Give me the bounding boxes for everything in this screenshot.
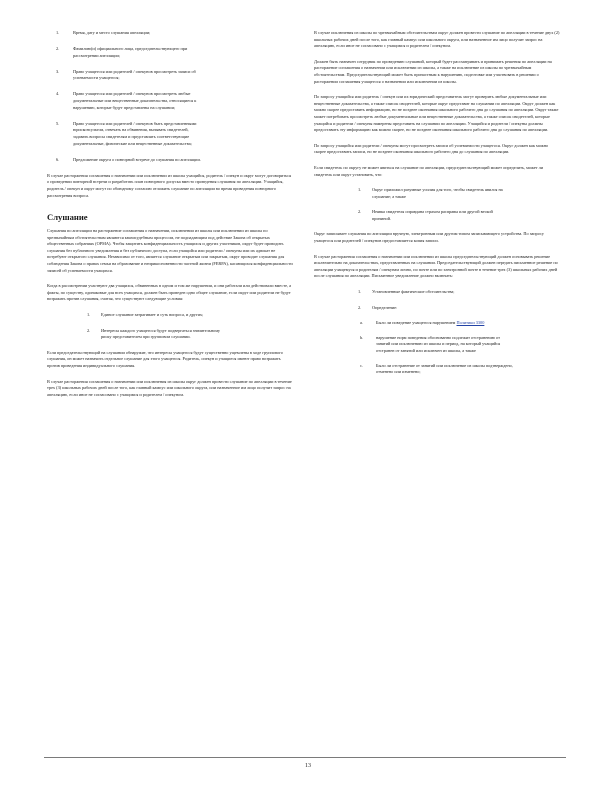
paragraph-separate-hearing: Если председательствующий на слушании обнаружит, что интересы учащегося будут существенно ущемлены в ходе группового слушания, он может назначить отдельное слушание для этого учащегося. Родитель, опекун и учащиеся имеют право возражать против проведения индивидуального слушания. — [47, 349, 283, 368]
paragraph-hearing-timeline: В случае расторжения соглашения о назначении или исключения из школы округ должен провести слушание по апелляции в течение трех (3) школьных рабочих дней после того, как главный кампус или школьного округа, или назначенное им лицо получит запрос на апелляцию, если иное не согласовано с учащимся и родителем / опекуном. — [47, 378, 292, 397]
list-item: 5. Право учащегося или родителей / опекунов быть представленными юрисконсультом, отвечать на обвинения, вызывать свидетелей, задавать вопросы свидетелям и представлять соответствующие документальные, физические или вещественные доказательства; — [56, 120, 197, 146]
paragraph-hearing-nature: Слушания по апелляции на расторжение соглашения о назначении, исключении из школы или исключении из школы по чрезвычайным обстоятельствам являются квазисудебным процессом, не подпадающим под действие Закона об открытых общественных собраниях (OPMA). Чтобы защитить конфиденциальность учащихся и других участников, округ будет проводить слушания без публичного уведомления и без публичного доступа, если учащийся или родители / опекуны или их адвокат не потребуют открытого слушания. Независимо от того, является слушание открытым или закрытым, округ проводит слушания для соблюдения Закона о правах семьи на образование и неприкосновенности частной жизни (FERPA), касающихся конфиденциальности записей об успеваемости учащихся. — [47, 228, 293, 273]
list-item: a. Было ли поведение учащегося нарушением Политики 3300 — [360, 320, 485, 326]
list-item: 2. Фамилию(и) официального лица, председательствующего при рассмотрении апелляции; — [56, 46, 188, 58]
paragraph-witness: Если свидетель по округу не может явиться на слушание по апелляции, председательствующий может определить, может ли свидетель или округ установить, что: — [314, 164, 544, 177]
paragraph-records-review: По запросу учащийся или родители / опекуны могут просмотреть записи об успеваемости учащегося. Округ должен как можно скорее предоставить записи, но не позднее окончания школьного рабочего дня до слушания по апелляции. — [314, 142, 549, 155]
notice-contents-list — [47, 30, 293, 163]
list-item: 2. Интересы каждого учащегося будут подвергаться значительному риску представителем при групповом слушании. — [87, 327, 221, 340]
footer-divider — [44, 757, 566, 758]
list-item: 1. Округ приложил разумные усилия для того, чтобы свидетель явился на слушание; а также — [358, 187, 503, 199]
paragraph-written-decision: В случае расторжения соглашения о назначении или исключении из школы председательствующий должен основывать решение исключительно на доказательствах, представленных на слушании. Председательствующий должен передать письменное решение по апелляции учащемуся и родителям / опекунам лично, по почте или по электронной почте в течение трех (3) школьных рабочих дней после слушания по апелляции. Письменное уведомление должно включать: — [314, 253, 558, 279]
list-item: 2. Определение: — [358, 304, 398, 310]
list-item: 2. Неявка свидетеля оправдана страхом расправы или другой веской причиной. — [358, 209, 493, 221]
left-column — [47, 30, 293, 407]
paragraph-group-hearing: Когда в рассмотрении участвуют два учащихся, обвиненных в одном и том же нарушении, и они работали или действовали вместе, а факты, по существу, одинаковые для всех учащихся, должен быть проведен одно общее слушание, если округ или родители не будут возражать против слушания, считая, что существуют следующие условия: — [47, 283, 292, 302]
paragraph-hearing-officer: Должен быть назначен сотрудник по проведению слушаний, который будет рассматривать и принимать решения по апелляции на расторжение соглашения о назначении или исключении из школы, а также на исключение из школы по чрезвычайным обстоятельствам. Председательствующий может быть причастным к нарушению, подготовке или участвовать в решении о расторжении соглашения учащегося о назначении или исключении из школы. — [314, 58, 552, 84]
section-heading-hearing: Слушание — [47, 212, 88, 223]
paragraph-emergency-timeline: В случае исключения из школы по чрезвычайным обстоятельствам округ должен провести слушание по апелляции в течение двух (2) школьных рабочих дней после того, как главный кампус или школьного округа, или назначенное им лицо получит запрос на апелляцию, если иное не согласовано с учащимся и родителем / опекуном. — [314, 30, 560, 49]
paragraph-reengagement: В случае расторжения соглашения о назначении или исключении из школы учащийся, родитель / опекун и округ могут договориться о проведении повторной встречи и разработать план повторного допуска вместо проведения слушания по апелляции. Учащийся, родитель / опекун и округ могут по обоюдному согласию отложить слушание по апелляции во время проведения повторного рассмотрения вопроса. — [47, 172, 292, 198]
determination-sublist — [314, 320, 560, 376]
list-item: 6. Предложение округа о повторной встрече до слушания по апелляции. — [56, 156, 201, 162]
list-item: 3. Право учащегося или родителей / опекунов просмотреть записи об успеваемости учащегося; — [56, 68, 196, 81]
paragraph-evidence-inspection: По запросу учащийся или родитель / опекун или их юридический представитель могут проверить любые документальные или вещественные доказательства, а также список свидетелей, которые округ представит на слушании по апелляции. Округ должен как можно скорее предоставить информацию, но не позднее окончания школьного рабочего дня до слушания по апелляции. Округ также может потребовать просмотреть любые документальные или вещественные доказательства, а также список свидетелей, которые учащийся и родители / опекуны намерены представить на слушании по апелляции. Учащийся и родители / опекуны должны предоставить эту информацию как можно скорее, но не позднее окончания школьного рабочего дня до слушания по апелляции. — [314, 94, 559, 133]
policy-link[interactable]: Политики 3300 — [456, 320, 485, 326]
list-item: 4. Право учащегося или родителей / опекунов просмотреть любые документальные или вещественные доказательства, относящиеся к нарушению, которые будут представлены на слушании; — [56, 91, 197, 110]
witness-conditions-list — [314, 187, 560, 222]
page-number: 13 — [305, 763, 311, 769]
list-item: 1. Единое слушание затрагивает и суть вопроса, и других; — [87, 312, 204, 318]
paragraph-recording: Округ записывает слушания по апелляции вручную, электронным или другим типом записывающего устройства. По запросу учащегося или родителей / опекунов предоставляется копия записи. — [314, 231, 544, 244]
group-hearing-conditions-list — [47, 312, 293, 341]
right-column — [314, 30, 560, 384]
list-item: c. Было ли отстранение от занятий или исключение из школы подтверждено, отменено или изменено; — [360, 362, 513, 375]
list-item: 1. Время, дату и место слушания апелляции; — [56, 30, 151, 35]
list-item: b. нарушение норм поведения обоснованно подлежит отстранению от занятий или исключению из школы и период, на который учащийся отстранен от занятий или исключен из школы, а также — [360, 334, 501, 353]
decision-contents-list — [314, 289, 560, 311]
list-item: 1. Установленные фактические обстоятельства; — [358, 289, 455, 295]
